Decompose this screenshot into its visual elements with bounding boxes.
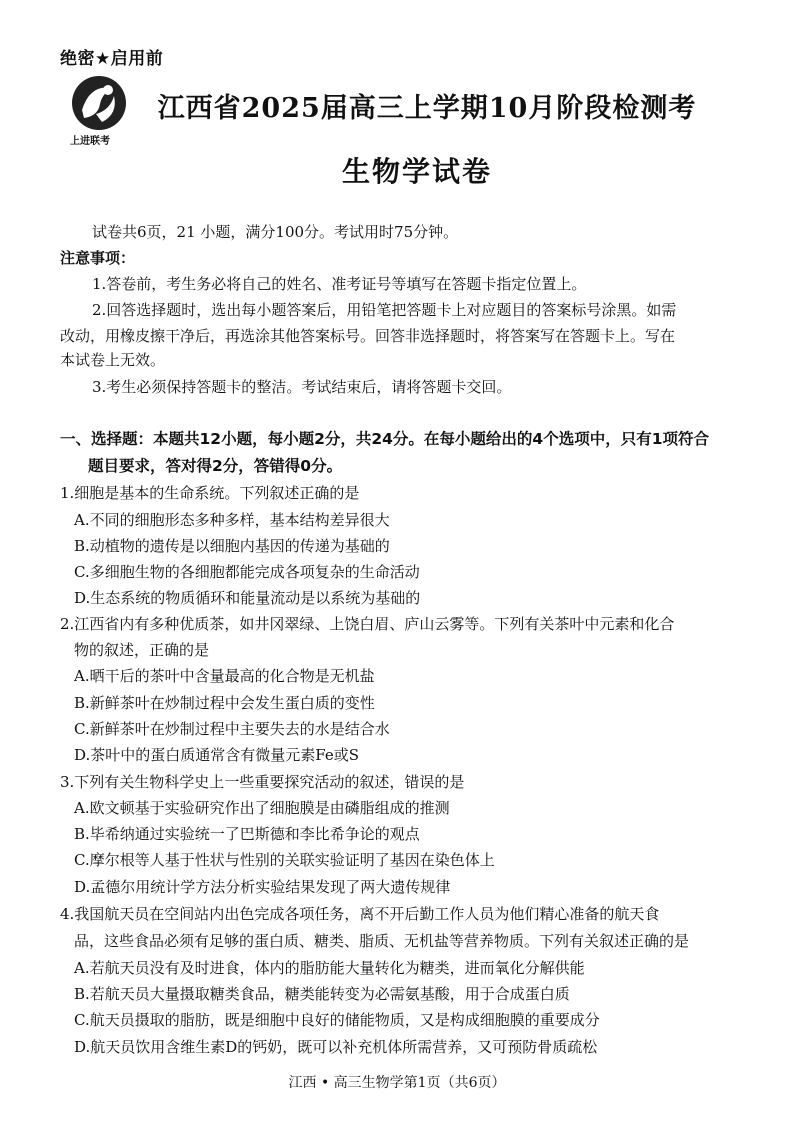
q2-option-b: B.新鲜茶叶在炒制过程中会发生蛋白质的变性 bbox=[74, 694, 375, 712]
q2-stem-line-1: 2.江西省内有多种优质茶，如井冈翠绿、上饶白眉、庐山云雾等。下列有关茶叶中元素和化合 bbox=[60, 615, 675, 633]
q4-option-a: A.若航天员没有及时进食，体内的脂肪能大量转化为糖类，进而氧化分解供能 bbox=[74, 959, 585, 977]
q2-option-a: A.晒干后的茶叶中含量最高的化合物是无机盐 bbox=[74, 667, 375, 685]
q1-option-b: B.动植物的遗传是以细胞内基因的传递为基础的 bbox=[74, 537, 390, 555]
section-1-heading-cont: 题目要求，答对得2分，答错得0分。 bbox=[88, 457, 343, 475]
note-3: 3.考生必须保持答题卡的整洁。考试结束后，请将答题卡交回。 bbox=[92, 378, 512, 396]
q3-option-d: D.孟德尔用统计学方法分析实验结果发现了两大遗传规律 bbox=[74, 878, 451, 896]
q2-stem-line-2: 物的叙述，正确的是 bbox=[74, 641, 210, 659]
page-footer: 江西 • 高三生物学第1页（共6页） bbox=[288, 1075, 506, 1091]
confidential-mark: 绝密★启用前 bbox=[60, 49, 164, 69]
q4-option-b: B.若航天员大量摄取糖类食品，糖类能转变为必需氨基酸，用于合成蛋白质 bbox=[74, 985, 570, 1003]
note-2-line-2: 改动，用橡皮擦干净后，再选涂其他答案标号。回答非选择题时，将答案写在答题卡上。写在 bbox=[60, 327, 676, 345]
note-1: 1.答卷前，考生务必将自己的姓名、准考证号等填写在答题卡指定位置上。 bbox=[92, 275, 587, 293]
note-2-line-1: 2.回答选择题时，选出每小题答案后，用铅笔把答题卡上对应题目的答案标号涂黑。如需 bbox=[92, 301, 677, 319]
logo-text: 上进联考 bbox=[70, 136, 110, 147]
q2-option-d: D.茶叶中的蛋白质通常含有微量元素Fe或S bbox=[74, 746, 360, 764]
q4-stem-line-1: 4.我国航天员在空间站内出色完成各项任务，离不开后勤工作人员为他们精心准备的航天食 bbox=[60, 905, 660, 923]
exam-title: 江西省2025届高三上学期10月阶段检测考 bbox=[157, 93, 697, 124]
q1-option-c: C.多细胞生物的各细胞都能完成各项复杂的生命活动 bbox=[74, 563, 420, 581]
q4-option-c: C.航天员摄取的脂肪，既是细胞中良好的储能物质，又是构成细胞膜的重要成分 bbox=[74, 1011, 600, 1029]
exam-summary: 试卷共6页，21 小题，满分100分。考试用时75分钟。 bbox=[92, 223, 459, 241]
q1-option-a: A.不同的细胞形态多种多样，基本结构差异很大 bbox=[74, 511, 390, 529]
q3-option-b: B.毕希纳通过实验统一了巴斯德和李比希争论的观点 bbox=[74, 825, 420, 843]
q1-stem: 1.细胞是基本的生命系统。下列叙述正确的是 bbox=[60, 484, 360, 502]
q3-option-a: A.欧文顿基于实验研究作出了细胞膜是由磷脂组成的推测 bbox=[74, 799, 450, 817]
q4-stem-line-2: 品，这些食品必须有足够的蛋白质、糖类、脂质、无机盐等营养物质。下列有关叙述正确的是 bbox=[74, 932, 690, 950]
q3-stem: 3.下列有关生物科学史上一些重要探究活动的叙述，错误的是 bbox=[60, 773, 465, 791]
q1-option-d: D.生态系统的物质循环和能量流动是以系统为基础的 bbox=[74, 589, 421, 607]
q2-option-c: C.新鲜茶叶在炒制过程中主要失去的水是结合水 bbox=[74, 720, 390, 738]
notes-title: 注意事项： bbox=[60, 249, 136, 267]
note-2-line-3: 本试卷上无效。 bbox=[60, 351, 166, 369]
q3-option-c: C.摩尔根等人基于性状与性别的关联实验证明了基因在染色体上 bbox=[74, 851, 495, 869]
exam-subtitle: 生物学试卷 bbox=[341, 155, 492, 188]
section-1-heading: 一、选择题：本题共12小题，每小题2分，共24分。在每小题给出的4个选项中，只有1项符合 bbox=[60, 430, 709, 448]
q4-option-d: D.航天员饮用含维生素D的钙奶，既可以补充机体所需营养，又可预防骨质疏松 bbox=[74, 1038, 598, 1056]
